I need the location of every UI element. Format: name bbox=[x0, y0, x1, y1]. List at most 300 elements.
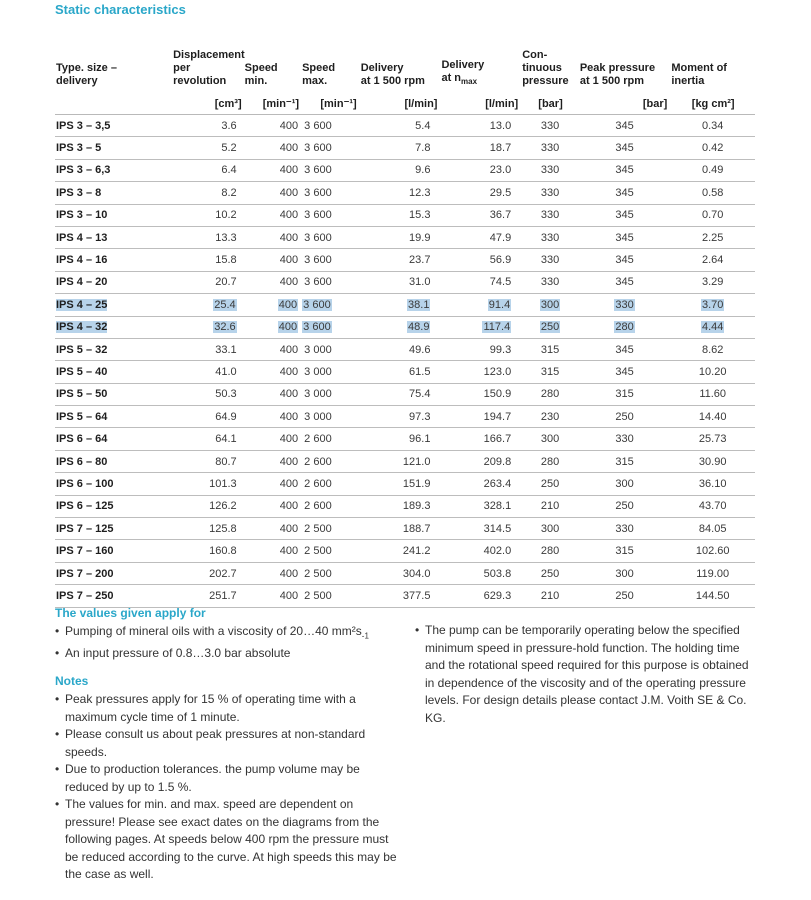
cell-text: 251.7 bbox=[209, 589, 237, 602]
minimum-speed-note: The pump can be temporarily operating below the specified minimum speed in pressure-hold function. The holding time and the rotational speed required for this purpose is obtained in dependence of the viscosity and of the operating pressure levels. For design details please contact J.M. Voith SE & Co. KG. bbox=[425, 623, 749, 725]
value-cell bbox=[579, 585, 671, 607]
cell-text: 2 500 bbox=[304, 522, 332, 535]
value-cell bbox=[521, 182, 579, 204]
value-cell bbox=[153, 473, 245, 495]
value-cell bbox=[245, 585, 302, 607]
value-cell bbox=[360, 428, 441, 450]
cell-text: 210 bbox=[540, 589, 560, 602]
cell-text: 300 bbox=[540, 433, 560, 446]
value-cell bbox=[579, 495, 671, 517]
value-cell bbox=[521, 540, 579, 562]
value-cell bbox=[440, 540, 521, 562]
cell-text: 20.7 bbox=[215, 276, 237, 289]
cell-text: IPS 5 – 32 bbox=[56, 343, 108, 356]
cell-text: IPS 7 – 250 bbox=[56, 589, 114, 602]
value-cell bbox=[302, 137, 360, 159]
cell-text: 11.60 bbox=[699, 388, 727, 401]
type-size-cell bbox=[55, 361, 153, 383]
value-cell bbox=[670, 249, 755, 271]
cell-text: 2 600 bbox=[304, 433, 332, 446]
type-size-cell bbox=[55, 204, 153, 226]
cell-text: IPS 3 – 5 bbox=[56, 142, 102, 155]
cell-text: 300 bbox=[540, 522, 560, 535]
value-cell bbox=[153, 361, 245, 383]
value-cell bbox=[153, 137, 245, 159]
cell-text: 400 bbox=[279, 388, 299, 401]
value-cell bbox=[360, 271, 441, 293]
cell-text: 345 bbox=[615, 276, 634, 289]
note-item: • The values for min. and max. speed are dependent on pressure! Please see exact dates on the diagrams from the following pages. At speeds below 400 rpm the pressure must be reduced according to the curve. At high speeds this may be the case as well. bbox=[55, 796, 400, 884]
cell-text: 151.9 bbox=[402, 477, 431, 490]
value-cell bbox=[521, 338, 579, 360]
cell-text: 330 bbox=[540, 119, 560, 132]
table-row bbox=[55, 361, 755, 383]
cell-text: IPS 3 – 10 bbox=[56, 209, 108, 222]
cell-text: 330 bbox=[540, 186, 560, 199]
cell-text: 2 500 bbox=[304, 589, 332, 602]
value-cell bbox=[440, 137, 521, 159]
cell-text: 400 bbox=[279, 276, 299, 289]
value-cell bbox=[579, 406, 671, 428]
value-cell bbox=[360, 294, 441, 316]
cell-text: 29.5 bbox=[489, 186, 512, 199]
cell-text: IPS 7 – 160 bbox=[56, 545, 114, 558]
cell-text: 117.4 bbox=[483, 321, 511, 334]
value-cell bbox=[440, 182, 521, 204]
cell-text: 123.0 bbox=[483, 365, 512, 378]
value-cell bbox=[579, 450, 671, 472]
cell-text: 3 600 bbox=[303, 321, 331, 334]
cell-text: 13.0 bbox=[489, 119, 512, 132]
value-cell bbox=[579, 182, 671, 204]
value-cell bbox=[521, 294, 579, 316]
note-item: • Please consult us about peak pressures at non-standard speeds. bbox=[55, 726, 400, 761]
cell-text: 38.1 bbox=[408, 298, 430, 311]
value-cell bbox=[302, 518, 360, 540]
table-row bbox=[55, 562, 755, 584]
cell-text: 400 bbox=[279, 365, 299, 378]
value-cell bbox=[440, 159, 521, 181]
value-cell bbox=[245, 249, 302, 271]
notes-column-left bbox=[55, 606, 400, 896]
column-header-5 bbox=[440, 28, 521, 89]
list-item bbox=[55, 645, 400, 663]
cell-text: 210 bbox=[540, 500, 560, 513]
value-cell bbox=[302, 450, 360, 472]
cell-text: 400 bbox=[279, 186, 299, 199]
cell-text: 50.3 bbox=[215, 388, 237, 401]
cell-text: 150.9 bbox=[483, 388, 512, 401]
value-cell bbox=[440, 450, 521, 472]
value-cell bbox=[360, 115, 441, 137]
value-cell bbox=[153, 271, 245, 293]
value-cell bbox=[153, 204, 245, 226]
cell-text: 300 bbox=[615, 477, 634, 490]
cell-text: 43.70 bbox=[698, 500, 727, 513]
header-line: max. bbox=[302, 75, 328, 87]
value-cell bbox=[360, 495, 441, 517]
value-cell bbox=[245, 428, 302, 450]
cell-text: 400 bbox=[279, 433, 299, 446]
value-cell bbox=[153, 316, 245, 338]
header-line: tinuous bbox=[522, 62, 562, 74]
cell-text: IPS 5 – 50 bbox=[56, 388, 108, 401]
cell-text: 629.3 bbox=[483, 589, 512, 602]
cell-text: 160.8 bbox=[209, 545, 237, 558]
cell-text: 125.8 bbox=[209, 522, 237, 535]
table-row bbox=[55, 406, 755, 428]
cell-text: 3 600 bbox=[303, 298, 331, 311]
value-cell bbox=[302, 294, 360, 316]
cell-text: 3.29 bbox=[701, 276, 724, 289]
column-header-7 bbox=[579, 28, 671, 89]
type-size-cell bbox=[55, 137, 153, 159]
value-cell bbox=[360, 406, 441, 428]
cell-text: 189.3 bbox=[402, 500, 431, 513]
value-cell bbox=[440, 316, 521, 338]
cell-text: 330 bbox=[540, 276, 560, 289]
value-cell bbox=[440, 428, 521, 450]
value-cell bbox=[302, 271, 360, 293]
value-cell bbox=[440, 495, 521, 517]
value-cell bbox=[579, 271, 671, 293]
value-cell bbox=[521, 137, 579, 159]
value-cell bbox=[245, 450, 302, 472]
value-cell bbox=[670, 115, 755, 137]
cell-text: 4.44 bbox=[701, 321, 724, 334]
value-cell bbox=[360, 226, 441, 248]
header-line: delivery bbox=[56, 75, 98, 87]
cell-text: IPS 6 – 64 bbox=[56, 433, 108, 446]
header-line: Speed bbox=[244, 62, 278, 74]
table-row bbox=[55, 137, 755, 159]
value-cell bbox=[153, 338, 245, 360]
value-cell bbox=[153, 406, 245, 428]
value-cell bbox=[670, 406, 755, 428]
list-item bbox=[55, 623, 400, 645]
cell-text: 2 500 bbox=[304, 545, 332, 558]
value-cell bbox=[670, 316, 755, 338]
cell-text: 126.2 bbox=[209, 500, 237, 513]
value-cell bbox=[360, 249, 441, 271]
cell-text: 188.7 bbox=[402, 522, 431, 535]
cell-text: 280 bbox=[615, 321, 634, 334]
value-cell bbox=[302, 159, 360, 181]
cell-text: 250 bbox=[615, 589, 634, 602]
right-note-list bbox=[415, 622, 755, 727]
value-cell bbox=[521, 204, 579, 226]
value-cell bbox=[440, 585, 521, 607]
value-cell bbox=[579, 294, 671, 316]
type-size-cell bbox=[55, 182, 153, 204]
cell-text: 345 bbox=[615, 164, 634, 177]
value-cell bbox=[360, 585, 441, 607]
notes-list bbox=[55, 691, 400, 884]
value-cell bbox=[521, 562, 579, 584]
list-item bbox=[415, 622, 755, 727]
cell-text: 345 bbox=[615, 119, 634, 132]
type-size-cell bbox=[55, 294, 153, 316]
value-cell bbox=[153, 428, 245, 450]
cell-text: 400 bbox=[279, 142, 299, 155]
cell-text: 15.3 bbox=[409, 209, 431, 222]
table-row bbox=[55, 428, 755, 450]
type-size-cell bbox=[55, 406, 153, 428]
cell-text: 0.49 bbox=[701, 164, 724, 177]
value-cell bbox=[245, 518, 302, 540]
cell-text: 3 000 bbox=[304, 410, 332, 423]
value-cell bbox=[245, 137, 302, 159]
cell-text: 74.5 bbox=[489, 276, 512, 289]
cell-text: 280 bbox=[540, 545, 560, 558]
header-line: Moment of bbox=[671, 62, 727, 74]
cell-text: 400 bbox=[279, 455, 299, 468]
cell-text: 3 600 bbox=[304, 276, 332, 289]
cell-text: 96.1 bbox=[409, 433, 431, 446]
cell-text: 5.4 bbox=[415, 119, 431, 132]
column-header-1 bbox=[153, 28, 245, 89]
cell-text: 3 600 bbox=[304, 231, 332, 244]
value-cell bbox=[245, 226, 302, 248]
type-size-cell bbox=[55, 540, 153, 562]
value-cell bbox=[360, 182, 441, 204]
cell-text: IPS 5 – 40 bbox=[56, 365, 108, 378]
cell-text: 3 600 bbox=[304, 209, 332, 222]
value-cell bbox=[153, 562, 245, 584]
cell-text: 3 000 bbox=[304, 343, 332, 356]
value-cell bbox=[440, 249, 521, 271]
cell-text: 64.9 bbox=[215, 410, 237, 423]
unit-header-4: [l/min] bbox=[360, 89, 441, 115]
cell-text: 330 bbox=[615, 298, 634, 311]
cell-text: 400 bbox=[279, 500, 299, 513]
table-row bbox=[55, 182, 755, 204]
cell-text: 49.6 bbox=[409, 343, 431, 356]
value-cell bbox=[245, 361, 302, 383]
value-cell bbox=[245, 562, 302, 584]
cell-text: 99.3 bbox=[489, 343, 512, 356]
value-cell bbox=[440, 271, 521, 293]
unit-header-8: [kg cm²] bbox=[670, 89, 755, 115]
cell-text: IPS 5 – 64 bbox=[56, 410, 108, 423]
cell-text: 101.3 bbox=[209, 477, 237, 490]
cell-text: 250 bbox=[540, 321, 560, 334]
type-size-cell bbox=[55, 518, 153, 540]
cell-text: 315 bbox=[615, 545, 634, 558]
table-row bbox=[55, 495, 755, 517]
header-line: inertia bbox=[671, 75, 705, 87]
header-line: per revolution bbox=[173, 62, 227, 87]
value-cell bbox=[670, 540, 755, 562]
value-cell bbox=[670, 137, 755, 159]
cell-text: 304.0 bbox=[402, 567, 431, 580]
value-cell bbox=[302, 182, 360, 204]
cell-text: 8.2 bbox=[221, 186, 237, 199]
cell-text: 400 bbox=[278, 298, 298, 311]
cell-text: 5.2 bbox=[221, 142, 237, 155]
value-cell bbox=[302, 226, 360, 248]
type-size-cell bbox=[55, 226, 153, 248]
value-cell bbox=[521, 226, 579, 248]
cell-text: 23.7 bbox=[409, 254, 431, 267]
value-cell bbox=[360, 338, 441, 360]
value-cell bbox=[440, 562, 521, 584]
cell-text: 3 600 bbox=[304, 186, 332, 199]
cell-text: 400 bbox=[279, 119, 299, 132]
cell-text: 56.9 bbox=[489, 254, 512, 267]
value-cell bbox=[670, 473, 755, 495]
cell-text: 7.8 bbox=[415, 142, 431, 155]
cell-text: IPS 4 – 13 bbox=[56, 231, 108, 244]
cell-text: 250 bbox=[615, 410, 634, 423]
value-cell bbox=[245, 406, 302, 428]
table-row bbox=[55, 518, 755, 540]
cell-text: 345 bbox=[615, 209, 634, 222]
value-cell bbox=[153, 115, 245, 137]
static-characteristics-table bbox=[55, 28, 755, 608]
value-cell bbox=[521, 495, 579, 517]
cell-text: 2.64 bbox=[701, 254, 724, 267]
value-cell bbox=[579, 428, 671, 450]
cell-text: 6.4 bbox=[221, 164, 237, 177]
value-cell bbox=[153, 518, 245, 540]
value-cell bbox=[153, 226, 245, 248]
cell-text: 377.5 bbox=[402, 589, 431, 602]
unit-header-7: [bar] bbox=[579, 89, 671, 115]
value-cell bbox=[302, 406, 360, 428]
value-cell bbox=[440, 115, 521, 137]
value-cell bbox=[670, 294, 755, 316]
table-row bbox=[55, 159, 755, 181]
value-cell bbox=[670, 585, 755, 607]
cell-text: 280 bbox=[540, 455, 560, 468]
value-cell bbox=[670, 226, 755, 248]
cell-text: IPS 6 – 125 bbox=[56, 500, 114, 513]
cell-text: IPS 4 – 16 bbox=[56, 254, 108, 267]
viscosity-unit-exponent: -1 bbox=[361, 631, 369, 641]
value-cell bbox=[670, 450, 755, 472]
cell-text: 41.0 bbox=[215, 365, 237, 378]
cell-text: 209.8 bbox=[483, 455, 512, 468]
cell-text: 400 bbox=[279, 567, 299, 580]
cell-text: 3.70 bbox=[701, 298, 724, 311]
value-cell bbox=[440, 204, 521, 226]
value-cell bbox=[670, 518, 755, 540]
value-cell bbox=[153, 450, 245, 472]
table-row bbox=[55, 338, 755, 360]
value-cell bbox=[521, 271, 579, 293]
cell-text: 330 bbox=[540, 254, 560, 267]
cell-text: 250 bbox=[540, 477, 560, 490]
value-cell bbox=[245, 316, 302, 338]
table-row bbox=[55, 316, 755, 338]
type-size-cell bbox=[55, 450, 153, 472]
cell-text: 400 bbox=[279, 164, 299, 177]
cell-text: 328.1 bbox=[483, 500, 512, 513]
value-cell bbox=[579, 137, 671, 159]
table-row bbox=[55, 450, 755, 472]
table-row bbox=[55, 226, 755, 248]
value-cell bbox=[440, 294, 521, 316]
cell-text: 75.4 bbox=[409, 388, 431, 401]
value-cell bbox=[670, 383, 755, 405]
value-cell bbox=[670, 271, 755, 293]
unit-header-1: [cm³] bbox=[153, 89, 245, 115]
header-line: at n bbox=[441, 71, 462, 84]
value-cell bbox=[521, 383, 579, 405]
notes-heading: Notes bbox=[55, 674, 89, 689]
value-cell bbox=[579, 204, 671, 226]
value-cell bbox=[670, 361, 755, 383]
value-cell bbox=[153, 294, 245, 316]
cell-text: 144.50 bbox=[695, 589, 730, 602]
table-row bbox=[55, 204, 755, 226]
value-cell bbox=[579, 249, 671, 271]
cell-text: 10.2 bbox=[215, 209, 237, 222]
value-cell bbox=[579, 361, 671, 383]
cell-text: 3 000 bbox=[304, 388, 332, 401]
cell-text: 345 bbox=[615, 142, 634, 155]
value-cell bbox=[579, 562, 671, 584]
cell-text: IPS 4 – 25 bbox=[56, 298, 108, 311]
type-size-cell bbox=[55, 271, 153, 293]
header-line: at 1 500 rpm bbox=[579, 75, 645, 87]
table-row bbox=[55, 383, 755, 405]
cell-text: 2 600 bbox=[304, 500, 332, 513]
nmax-subscript: max bbox=[461, 77, 478, 86]
note-item: • Peak pressures apply for 15 % of operating time with a maximum cycle time of 1 minute. bbox=[55, 691, 400, 726]
type-size-cell bbox=[55, 428, 153, 450]
cell-text: 400 bbox=[279, 477, 299, 490]
values-apply-item-2: An input pressure of 0.8…3.0 bar absolute bbox=[65, 645, 291, 660]
type-size-cell bbox=[55, 585, 153, 607]
cell-text: 80.7 bbox=[215, 455, 237, 468]
cell-text: 314.5 bbox=[483, 522, 512, 535]
cell-text: 345 bbox=[615, 343, 634, 356]
type-size-cell bbox=[55, 115, 153, 137]
cell-text: 18.7 bbox=[489, 142, 512, 155]
cell-text: 3 600 bbox=[304, 164, 332, 177]
value-cell bbox=[521, 473, 579, 495]
header-line: Displacement bbox=[173, 49, 245, 61]
header-line: Delivery bbox=[360, 62, 404, 74]
cell-text: 194.7 bbox=[483, 410, 512, 423]
value-cell bbox=[670, 428, 755, 450]
cell-text: 2 500 bbox=[304, 567, 332, 580]
cell-text: 330 bbox=[615, 522, 634, 535]
value-cell bbox=[360, 204, 441, 226]
header-line: at 1 500 rpm bbox=[360, 75, 425, 87]
value-cell bbox=[302, 338, 360, 360]
cell-text: 3 600 bbox=[304, 254, 332, 267]
value-cell bbox=[360, 562, 441, 584]
value-cell bbox=[579, 316, 671, 338]
cell-text: 97.3 bbox=[409, 410, 431, 423]
value-cell bbox=[245, 204, 302, 226]
value-cell bbox=[360, 540, 441, 562]
header-line: Delivery bbox=[441, 58, 485, 71]
cell-text: 25.4 bbox=[214, 298, 236, 311]
value-cell bbox=[245, 383, 302, 405]
value-cell bbox=[302, 361, 360, 383]
notes-column-right bbox=[415, 622, 755, 739]
cell-text: 0.58 bbox=[701, 186, 724, 199]
value-cell bbox=[579, 338, 671, 360]
value-cell bbox=[579, 159, 671, 181]
cell-text: 250 bbox=[540, 567, 560, 580]
cell-text: 402.0 bbox=[483, 545, 512, 558]
value-cell bbox=[440, 338, 521, 360]
